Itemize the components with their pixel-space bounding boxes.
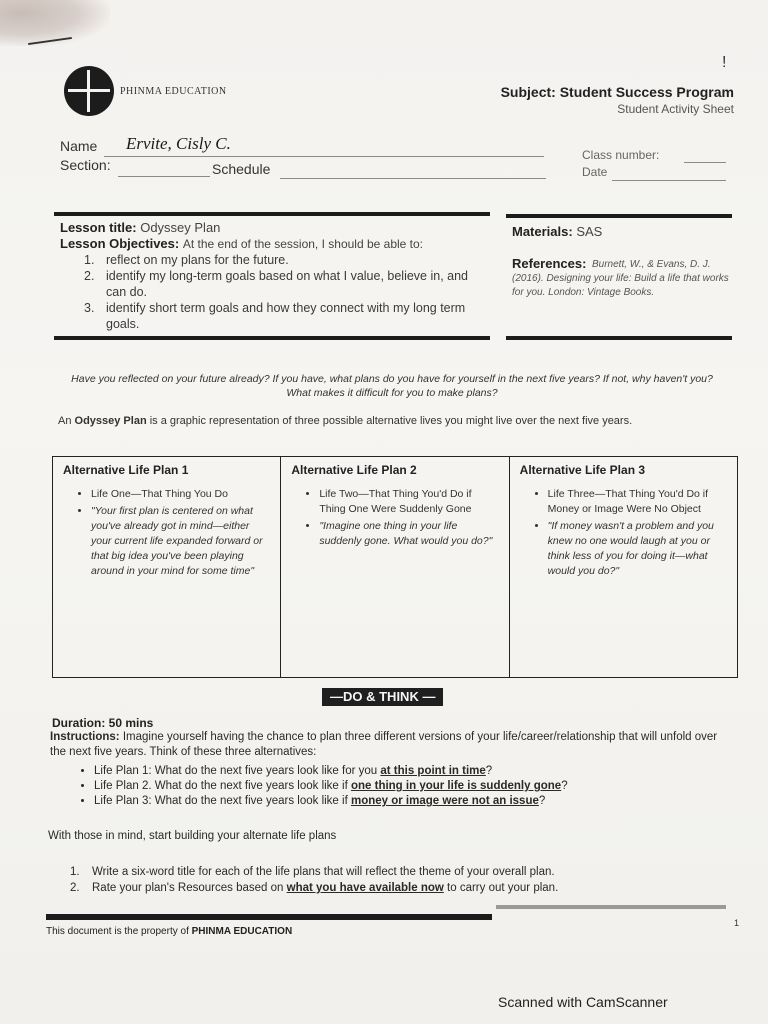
lesson-bottom-bar [54, 336, 490, 340]
class-number-underline [684, 162, 726, 163]
do-think-banner: —DO & THINK — [322, 688, 443, 706]
schedule-label: Schedule [212, 161, 271, 177]
life-plan-item: • Life Plan 1: What do the next five years look like for you at this point in time? [94, 764, 568, 779]
footer-bar [46, 914, 492, 920]
life-plan-list [74, 764, 568, 809]
step-item: 2. Rate your plan's Resources based on what you have available now to carry out your plan. [70, 882, 559, 894]
date-underline [612, 180, 726, 181]
materials: Materials: SAS [512, 224, 603, 239]
plans-table [52, 456, 738, 678]
objective-item: 3. identify short term goals and how they connect with my long term goals. [84, 301, 466, 331]
plan-item: • Life Three—That Thing You'd Do if Money or Image Were No Object [548, 487, 727, 517]
name-value: Ervite, Cisly C. [126, 134, 231, 153]
plan-item: • "Imagine one thing in your life suddenly gone. What would you do?" [319, 519, 498, 549]
phinma-logo-icon [64, 66, 114, 116]
steps-list [70, 864, 558, 896]
plan-cell-3 [509, 457, 737, 678]
plan-item: • "If money wasn't a problem and you knew no one would laugh at you or think less of you for doing it—what would you do?" [548, 519, 727, 579]
footer-bar-faint [496, 905, 726, 909]
plan-title: Alternative Life Plan 1 [63, 463, 189, 477]
page-number: 1 [734, 918, 740, 928]
property-notice: This document is the property of PHINMA EDUCATION [46, 926, 293, 937]
date-label: Date [582, 165, 608, 179]
duration: Duration: 50 mins [52, 716, 154, 730]
lesson-top-bar [54, 212, 490, 216]
reflection-question: Have you reflected on your future already? If you have, what plans do you have for yourself in the next five years? If not, why haven't you? What makes it difficult for you to make plans? [71, 373, 713, 399]
lesson-objectives-heading: Lesson Objectives: At the end of the session, I should be able to: [60, 236, 424, 251]
references-label: References: [512, 256, 587, 271]
odyssey-intro: An Odyssey Plan is a graphic representation of three possible alternative lives you might live over the next five years. [58, 415, 633, 427]
life-plan-item: • Life Plan 2. What do the next five years look like if one thing in your life is suddenly gone? [94, 779, 568, 794]
objectives-list [84, 252, 480, 332]
sheet-type: Student Activity Sheet [617, 102, 734, 116]
section-underline [118, 176, 210, 177]
plan-item: • "Your first plan is centered on what you've already got in mind—either your current life expanded forward or that big idea you've been playing around in your mind for some time" [91, 504, 270, 579]
with-those-text: With those in mind, start building your alternate life plans [48, 830, 337, 842]
plan-cell-2 [281, 457, 509, 678]
subject-title: Subject: Student Success Program [500, 84, 734, 100]
plan-item: • Life One—That Thing You Do [91, 487, 270, 502]
name-label: Name [60, 138, 98, 154]
plan-title: Alternative Life Plan 3 [519, 463, 646, 477]
plan-cell-1 [53, 457, 281, 678]
materials-bottom-bar [506, 336, 732, 340]
class-number-label: Class number: [582, 148, 660, 162]
camscanner-watermark: Scanned with CamScanner [498, 994, 668, 1010]
plan-item: • Life Two—That Thing You'd Do if Thing One Were Suddenly Gone [319, 487, 498, 517]
schedule-underline [280, 178, 546, 179]
objective-item: 2. identify my long-term goals based on what I value, believe in, and can do. [84, 269, 469, 299]
plan-title: Alternative Life Plan 2 [291, 463, 417, 477]
step-item: 1. Write a six-word title for each of the life plans that will reflect the theme of your overall plan. [70, 866, 555, 878]
section-label: Section: [60, 157, 111, 173]
life-plan-item: • Life Plan 3: What do the next five years look like if money or image were not an issue? [94, 794, 568, 809]
logo-text: PHINMA EDUCATION [120, 86, 227, 97]
name-underline [104, 156, 544, 157]
references-text: Burnett, W., & Evans, D. J. (2016). Designing your life: Build a life that works for you. London: Vintage Books. [512, 259, 729, 298]
instructions: Instructions: Imagine yourself having the chance to plan three different versions of your life/career/relationship that will unfold over the next five years. Think of these three alternatives: [50, 731, 718, 758]
lesson-title: Lesson title: Odyssey Plan [60, 220, 221, 235]
page-tick-mark: ! [722, 54, 727, 71]
materials-top-bar [506, 214, 732, 218]
objective-item: 1. reflect on my plans for the future. [84, 253, 289, 267]
